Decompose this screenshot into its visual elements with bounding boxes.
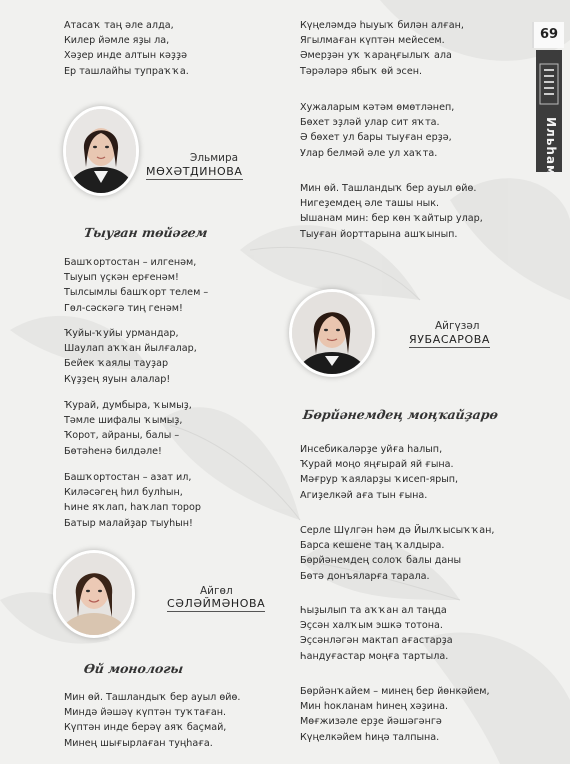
- verse-line: Киләсәгең һил булһын,: [64, 487, 183, 499]
- author1-last-name: МӨХӘТДИНОВА: [146, 165, 243, 178]
- verse-line: Серле Шүлгән һәм дә Йылҡысыҡҡан,: [300, 525, 495, 536]
- verse-line: Гөл-сәскәгә тиң генәм!: [64, 302, 183, 314]
- verse-line: Ышанам мин: бер көн ҡайтыр улар,: [300, 213, 483, 225]
- author3-first-name: Айгүзәл: [435, 320, 480, 332]
- section-tab-label: Ильһам: [544, 117, 558, 176]
- verse-line: Хужаларым кәтәм өмөтләнеп,: [300, 102, 455, 113]
- verse-line: Шаулап аҡҡан йылғалар,: [64, 343, 197, 355]
- verse-line: Эҫсән халҡым эшкә тотона.: [300, 620, 443, 632]
- author-photo-yaubasarova: [292, 292, 372, 374]
- verse-line: Минең шығырлаған туңһаға.: [64, 737, 213, 749]
- verse-line: Башҡортостан – илгенәм,: [64, 257, 197, 268]
- author-photo-muhatdinova: [66, 109, 136, 193]
- verse-line: Һандуғастар моңға тартыла.: [300, 650, 449, 662]
- verse-line: Тыуған йорттарына ашҡынып.: [300, 228, 458, 240]
- verse-line: Ҡуйы-ҡуйы урмандар,: [64, 328, 179, 339]
- journal-logo-icon: [538, 62, 560, 106]
- page-number: 69: [532, 22, 564, 48]
- verse-line: Тыуып үҫкән ерғенәм!: [64, 272, 179, 284]
- author1-first-name: Эльмира: [190, 152, 239, 164]
- verse-line: Тылсымлы башҡорт телем –: [64, 287, 209, 299]
- poem3-stanza: [300, 523, 494, 584]
- poem3-stanza: [300, 442, 458, 503]
- poem2-continued-stanza: [300, 181, 483, 242]
- poem3-stanza: [300, 684, 490, 745]
- verse-line: Мин өй. Ташландыҡ бер ауыл өйө.: [64, 692, 241, 703]
- verse-line: Тәрәләрә ябыҡ өй эсен.: [300, 65, 423, 77]
- verse-line: Хәҙер инде алтын кәҙҙә: [64, 50, 188, 62]
- verse-line: Бөтәһенә билдәле!: [64, 445, 162, 457]
- verse-line: Мин өй. Ташландыҡ бер ауыл өйө.: [300, 183, 477, 194]
- author-photo-salaimanova: [56, 553, 132, 635]
- verse-line: Миндә йәшәү күптән туҡтаған.: [64, 707, 227, 719]
- verse-line: Мөғжизәле ерҙе йәшәгәнгә: [300, 716, 442, 728]
- poem2-continued-stanza: [300, 18, 464, 79]
- verse-line: Бөтә донъяларға тарала.: [300, 570, 430, 582]
- verse-line: Ә бөхет ул бары тыуған ерҙә,: [300, 132, 452, 144]
- poem1-title: Тыуған төйәгем: [82, 225, 209, 240]
- verse-line: Ягылмаған күптән мейесем.: [300, 35, 445, 47]
- verse-line: Инсебикаләрҙе уйға һалып,: [300, 444, 443, 455]
- verse-line: Ҡурай, думбыра, ҡымыҙ,: [64, 400, 192, 411]
- verse-line: Килер йәмле яҙы ла,: [64, 35, 170, 47]
- verse-line: Барса кешене таң ҡалдыра.: [300, 540, 445, 552]
- poem1-stanza: [64, 470, 201, 531]
- verse-line: Агиҙелкәй аға тын ғына.: [300, 489, 428, 501]
- verse-line: Бөхет эҙләй улар сит яҡта.: [300, 117, 440, 129]
- verse-line: Ҡорот, айраны, балы –: [64, 430, 180, 442]
- verse-line: Мәғрур ҡаяларҙы ҡисеп-ярып,: [300, 474, 459, 486]
- author2-last-name: СӘЛӘЙМӘНОВА: [167, 597, 266, 610]
- poem3-title: Бөрйәнемдең моңҡайҙарө: [301, 407, 499, 422]
- poem1-stanza: [64, 255, 208, 316]
- verse-line: Әмерҙән уҡ ҡараңғылыҡ ала: [300, 50, 452, 62]
- verse-line: Күҙҙең яуын алалар!: [64, 373, 171, 385]
- top-stanza-left: [64, 18, 189, 79]
- poem2-title: Өй монологы: [82, 661, 185, 676]
- verse-line: Башҡортостан – азат ил,: [64, 472, 192, 483]
- verse-line: Тәмле шифалы ҡымыҙ,: [64, 415, 183, 427]
- poem1-stanza: [64, 326, 197, 387]
- verse-line: Атасаҡ таң әле алда,: [64, 20, 174, 31]
- verse-line: Күңелкәйем һиңә талпына.: [300, 731, 440, 743]
- verse-line: Ҡурай моңо яңғырай яй ғына.: [300, 459, 454, 471]
- verse-line: Һине яҡлап, һаҡлап торор: [64, 502, 201, 514]
- author3-last-name: ЯУБАСАРОВА: [409, 333, 490, 346]
- poem1-stanza: [64, 398, 192, 459]
- verse-line: Һыҙылып та аҡҡан ал таңда: [300, 605, 447, 616]
- verse-line: Күптән инде берәү аяҡ баҫмай,: [64, 722, 227, 734]
- verse-line: Мин һокланам һинең хәҙина.: [300, 701, 449, 713]
- verse-line: Бөрйәнҡайем – минең бер йөнкәйем,: [300, 686, 490, 697]
- verse-line: Ер ташлайһы тупраҡҡа.: [64, 65, 189, 77]
- poem3-stanza: [300, 603, 453, 664]
- verse-line: Бейек ҡаялы тауҙар: [64, 358, 169, 370]
- verse-line: Бөрйәнемдең солоҡ балы даны: [300, 555, 462, 567]
- verse-line: Күңеләмдә һыуыҡ билән алған,: [300, 20, 464, 31]
- poem2-stanza: [64, 690, 240, 751]
- author2-first-name: Айгөл: [200, 585, 233, 597]
- verse-line: Нигеҙемдең әле ташы нык.: [300, 198, 440, 210]
- verse-line: Улар белмәй әле ул хаҡта.: [300, 147, 438, 159]
- verse-line: Батыр малайҙар тыуһын!: [64, 517, 193, 529]
- poem2-continued-stanza: [300, 100, 454, 161]
- verse-line: Эҫсәнләгән мактап ағастарҙа: [300, 635, 453, 647]
